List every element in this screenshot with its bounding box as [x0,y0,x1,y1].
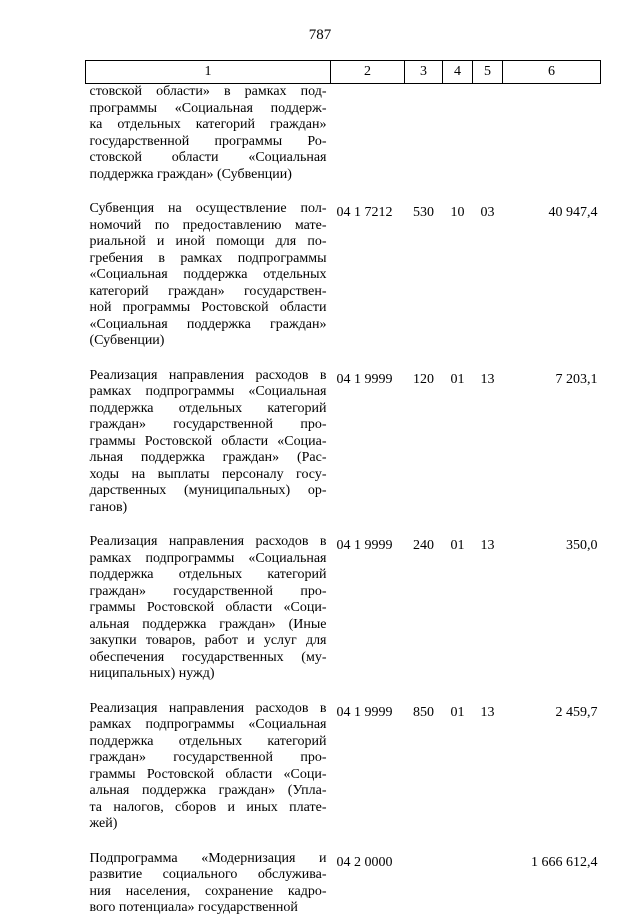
expense-type-cell: 120 [413,371,434,387]
amount-cell: 1 666 612,4 [531,854,598,870]
row-spacer-cell [86,350,601,368]
description-line: та налогов, сборов и иных плате- [89,799,327,815]
description-line: закупки товаров, работ и услуг для [89,633,327,648]
subsection-cell: 03 [480,205,495,220]
section-cell: 01 [450,538,465,553]
section-cell: 01 [450,371,465,387]
row-spacer [86,683,601,701]
expense-type-cell: 240 [413,538,434,553]
description-line: ной программы Ростовской области [89,300,327,315]
row-spacer [86,183,601,201]
subsection-cell: 13 [480,704,495,720]
description-line: ходы на выплаты персоналу госу- [89,466,327,482]
amount-cell: 40 947,4 [548,205,598,220]
row-description [86,368,331,517]
expense-type-cell: 850 [413,704,434,720]
amount-cell: 2 459,7 [555,704,598,720]
description-line: дарственных (муниципальных) ор- [89,483,327,498]
header-col-3: 3 [405,61,443,84]
description-line: граждан» государственной про- [89,417,327,432]
budget-code-cell: 04 1 7212 [336,205,393,220]
budget-table [85,60,601,917]
table-row [86,368,601,517]
description-line: ния населения, сохранение кадро- [89,883,327,899]
row-spacer [86,350,601,368]
description-line: рамках подпрограммы «Социальная [89,550,327,566]
description-line: (Субвенции) [89,333,165,348]
description-line: Подпрограмма «Модернизация и [89,850,327,866]
description-line: ка отдельных категорий граждан» [89,117,327,132]
expense-type-cell [405,84,443,184]
description-line: риальной и иной помощи для по- [89,234,327,249]
description-line: рамках подпрограммы «Социальная [89,717,327,732]
section-cell [443,84,473,184]
description-line: номочий по предоставлению мате- [89,217,327,233]
row-spacer-cell [86,516,601,534]
description-line: категорий граждан» государствен- [89,283,327,299]
description-line: гребения в рамках подпрограммы [89,250,327,266]
description-line: поддержка отдельных категорий [89,400,327,416]
row-spacer-cell [86,833,601,851]
description-line: программы «Социальная поддерж- [89,100,327,116]
description-line: стовской области «Социальная [89,150,327,165]
row-spacer-cell [86,683,601,701]
row-description [86,201,331,350]
description-line: поддержка отдельных категорий [89,567,327,582]
page-number: 787 [308,27,332,43]
section-cell: 01 [450,704,465,720]
budget-code-cell [331,84,405,184]
budget-code-cell: 04 1 9999 [336,704,393,720]
row-spacer-cell [86,183,601,201]
amount-cell: 350,0 [566,538,598,553]
header-col-1: 1 [86,61,331,84]
description-line: ниципальных) нужд) [89,666,215,681]
header-col-5: 5 [473,61,503,84]
section-cell: 10 [450,205,465,220]
row-spacer [86,833,601,851]
table-body [86,84,601,917]
budget-code-cell: 04 1 9999 [336,538,393,553]
row-description [86,851,331,917]
description-line: Реализация направления расходов в [89,700,327,716]
subsection-cell: 13 [480,371,495,387]
description-line: обеспечения государственных (му- [89,649,327,665]
description-line: граммы Ростовской области «Соци- [89,766,327,782]
table-row [86,534,601,683]
budget-code-cell: 04 1 9999 [336,371,393,387]
amount-cell [503,84,601,184]
description-line: развитие социального обслужива- [89,867,327,882]
description-line: государственной программы Ро- [89,133,327,149]
expense-type-cell [405,851,443,917]
row-description [86,84,331,184]
description-line: стовской области» в рамках под- [89,84,327,99]
table-row [86,701,601,833]
table-header-row [86,61,601,84]
description-line: альная поддержка граждан» (Иные [89,616,327,632]
header-col-6: 6 [503,61,601,84]
description-line: «Социальная поддержка граждан» [89,316,327,332]
description-line: вого потенциала» государственной [89,900,298,915]
description-line: Субвенция на осуществление пол- [89,201,327,216]
table-row [86,851,601,917]
description-line: граждан» государственной про- [89,750,327,765]
table-row [86,201,601,350]
description-line: льная поддержка граждан» (Рас- [89,450,327,465]
row-description [86,701,331,833]
row-description [86,534,331,683]
description-line: поддержка отдельных категорий [89,733,327,749]
section-cell [443,851,473,917]
description-line: поддержка граждан» (Субвенции) [89,166,292,182]
description-line: «Социальная поддержка отдельных [89,267,327,282]
budget-code-cell: 04 2 0000 [336,854,393,870]
description-line: ганов) [89,499,128,515]
description-line: рамках подпрограммы «Социальная [89,384,327,399]
row-spacer [86,516,601,534]
subsection-cell [473,84,503,184]
description-line: граждан» государственной про- [89,583,327,599]
description-line: Реализация направления расходов в [89,534,327,549]
header-col-2: 2 [331,61,405,84]
description-line: граммы Ростовской области «Соци- [89,600,327,615]
description-line: Реализация направления расходов в [89,367,327,383]
amount-cell: 7 203,1 [555,371,598,387]
description-line: альная поддержка граждан» (Упла- [89,783,327,798]
table-row [86,84,601,184]
description-line: жей) [89,816,118,831]
subsection-cell: 13 [480,538,495,553]
header-col-4: 4 [443,61,473,84]
expense-type-cell: 530 [413,205,434,220]
description-line: граммы Ростовской области «Социа- [89,433,327,449]
subsection-cell [473,851,503,917]
